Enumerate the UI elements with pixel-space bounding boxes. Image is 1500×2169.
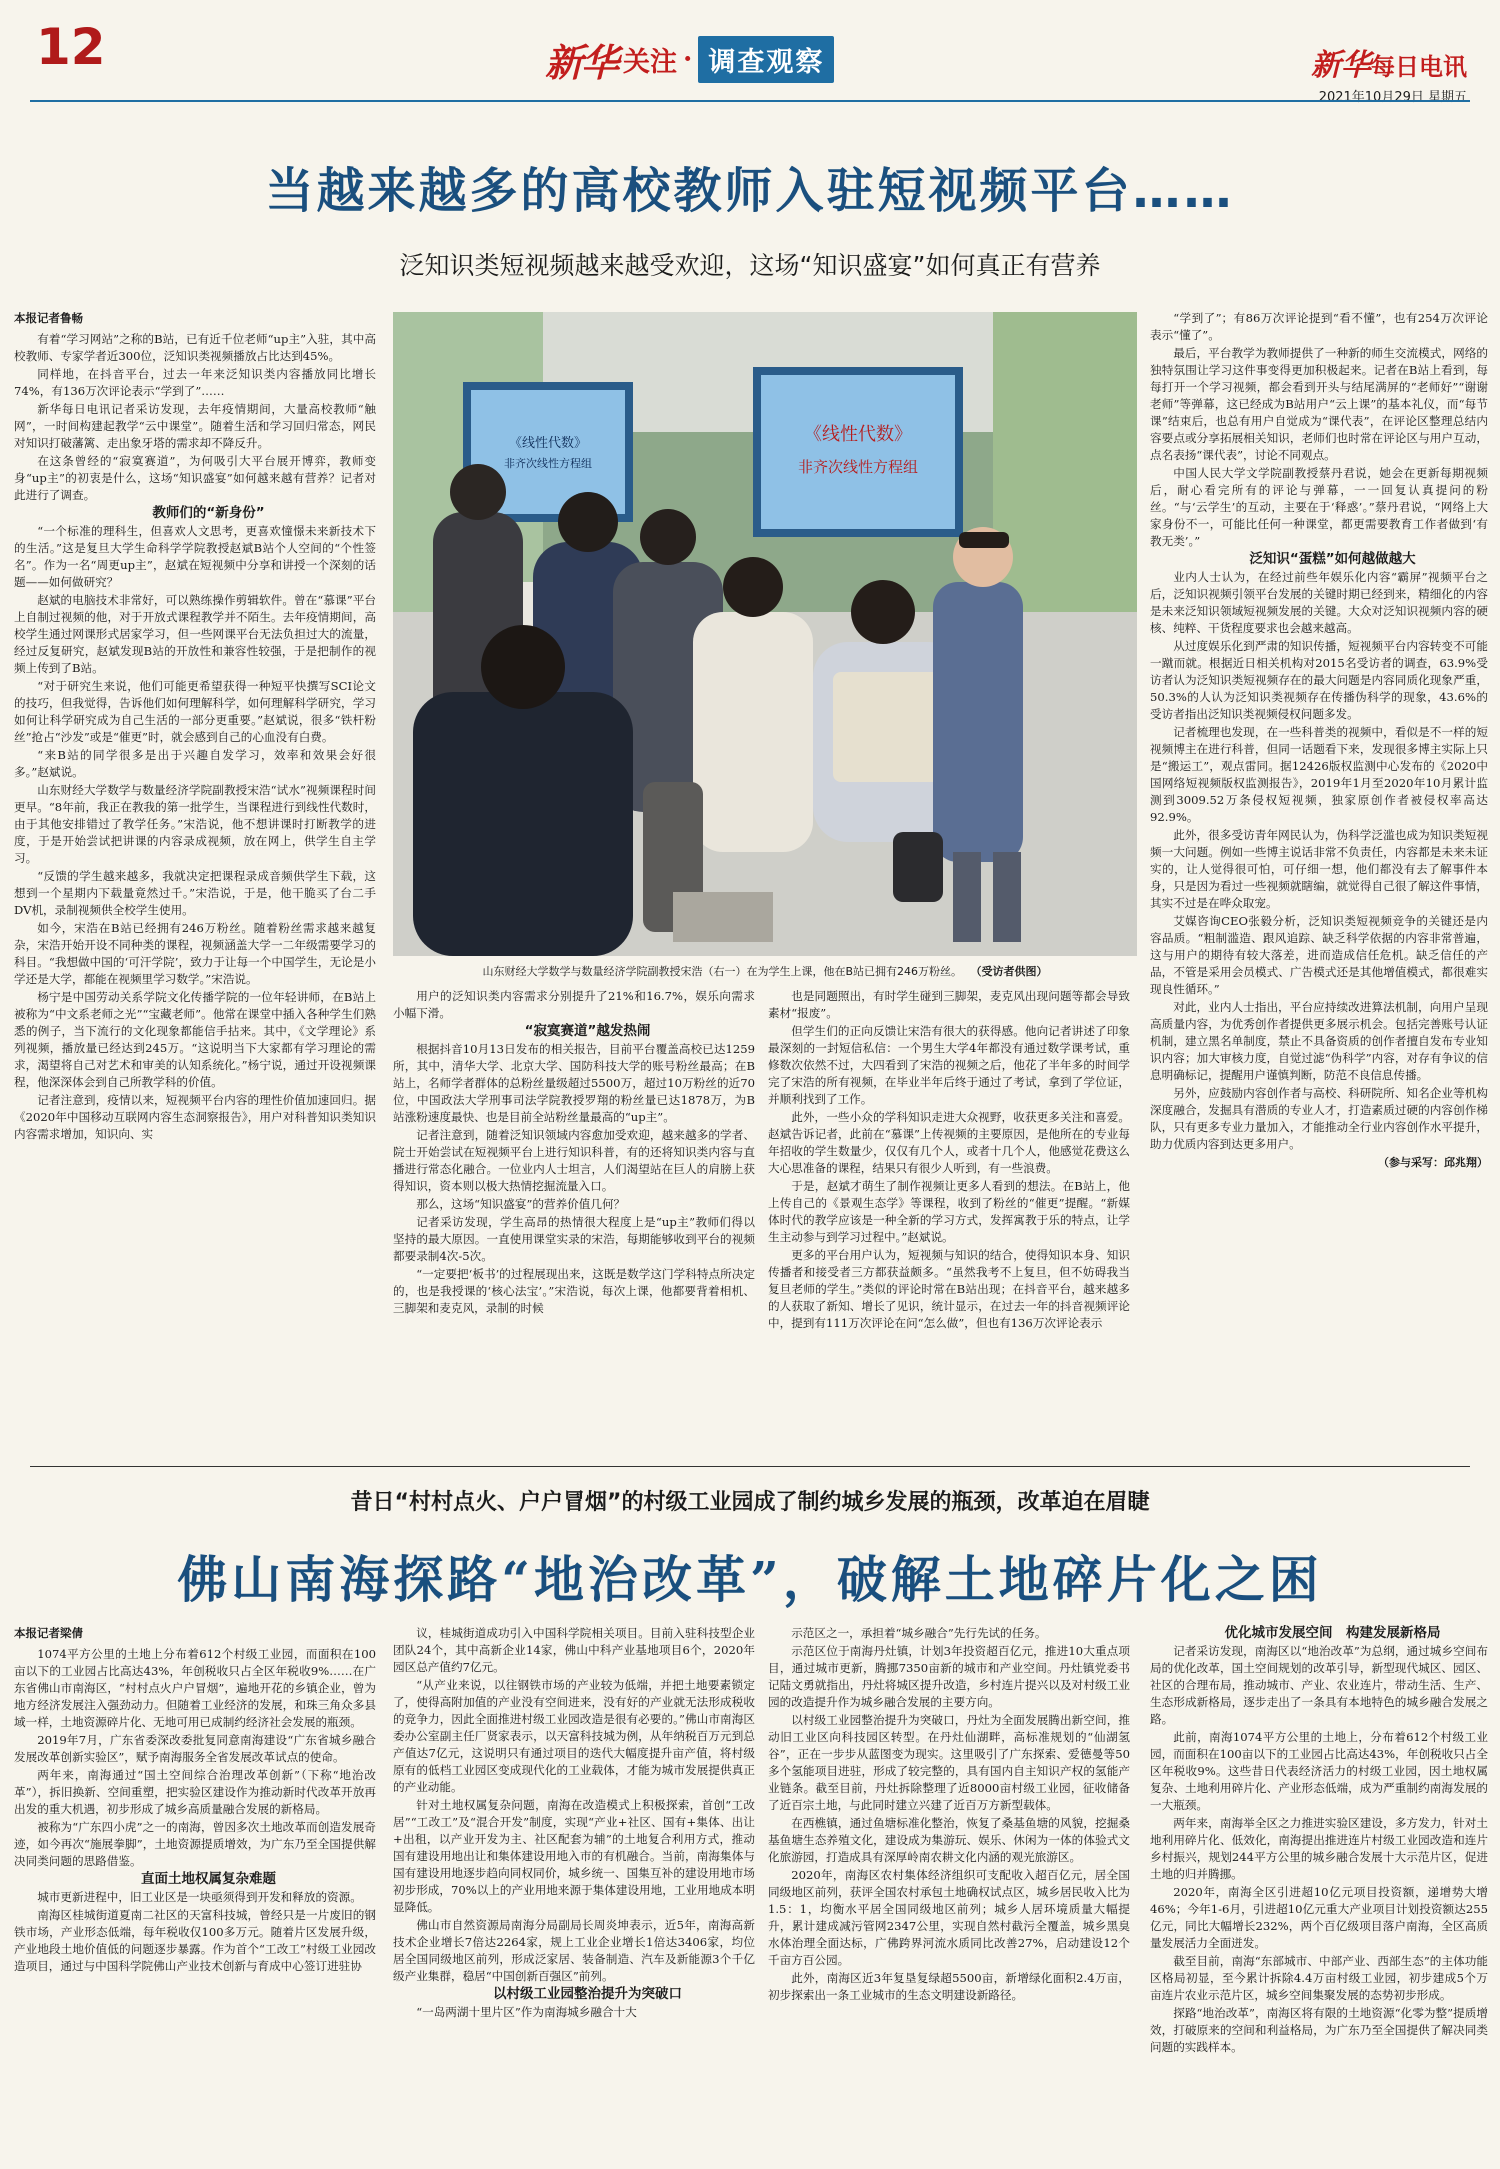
photo-credit: （受访者供图） xyxy=(976,965,1048,978)
article2-subhead-3: 优化城市发展空间 构建发展新格局 xyxy=(1224,1625,1441,1641)
paragraph: 记者采访发现，南海区以“地治改革”为总纲，通过城乡空间布局的优化改革，国土空间规划的改革引导，新型现代城区、园区、社区的合理布局，推动城市、产业、农业连片，带动生活、生产、生态形成新格局，逐步走出了一条具有本地特色的城乡融合发展之路。 xyxy=(1150,1644,1488,1726)
paragraph: 2020年，南海全区引进超10亿元项目投资额，递增势大增46%；今年1-6月，引进超10亿元重大产业项目计划投资额达255亿元，同比大幅增长232%，两个百亿级项目落户南海，全区高质量发展活力全面迸发。 xyxy=(1150,1885,1488,1950)
paragraph: 记者注意到，随着泛知识领域内容愈加受欢迎，越来越多的学者、院士开始尝试在短视频平台上进行知识科普，有的还将知识类内容与直播进行常态化融合。一位业内人士坦言，人们渴望站在巨人的肩膀上获得知识，资本则以极大热情挖掘流量入口。 xyxy=(393,1128,755,1193)
paragraph: 城市更新进程中，旧工业区是一块亟须得到开发和释放的资源。 xyxy=(37,1890,362,1904)
paragraph: 最后，平台教学为教师提供了一种新的师生交流模式，网络的独特氛围让学习这件事变得更加积极起来。记者在B站上看到，每每打开一个学习视频，都会看到开头与结尾满屏的“老师好”“谢谢老师”等弹幕，这已经成为B站用户“云上课”的基本礼仪，而“每节课”结束后，也总有用户自觉成为“课代表”，在评论区整理总结内容要点或分享拓展相关知识，老师们也时常在评论区与用户互动，点名表扬“课代表”，讨论不同观点。 xyxy=(1150,346,1488,462)
article1-credit: （参与采写：邱兆翔） xyxy=(1378,1156,1488,1169)
paper-logo: 新华 xyxy=(1311,48,1371,83)
paragraph: 示范区之一，承担着“城乡融合”先行先试的任务。 xyxy=(791,1626,1047,1640)
article1-subhead-3: 泛知识“蛋糕”如何越做越大 xyxy=(1249,551,1416,567)
paragraph: 议，桂城街道成功引入中国科学院相关项目。目前入驻科技型企业团队24个，其中高新企业14家，佛山中科产业基地项目6个，2020年园区总产值约7亿元。 xyxy=(393,1626,755,1674)
paragraph: 也是同题照出，有时学生碰到三脚架，麦克风出现问题等都会导致素材“报废”。 xyxy=(768,989,1130,1020)
article2-column-1 xyxy=(14,1625,376,2165)
paragraph: 另外，应鼓励内容创作者与高校、科研院所、知名企业等机构深度融合，发掘具有潜质的专业人才，打造素质过硬的内容创作梯队，只有更多专业力量加入，才能推动全行业内容创作水平提升，助力优质内容到达更多用户。 xyxy=(1150,1086,1488,1151)
article2-subhead-1: 直面土地权属复杂难题 xyxy=(141,1871,276,1887)
photo-screen-text-2: 非齐次线性方程组 xyxy=(504,457,592,470)
article2-column-3 xyxy=(768,1625,1130,2165)
paragraph: “学到了”；有86万次评论提到“看不懂”，也有254万次评论表示“懂了”。 xyxy=(1150,311,1488,342)
paragraph: “从产业来说，以往钢铁市场的产业较为低端，并把土地要素锁定了，使得高附加值的产业没有空间进来，没有好的产业就无法形成税收的竞争力，因此全面推进村级工业园改造是很有必要的。”佛山市南海区委办公室副主任厂贤家表示，以天富科技城为例，从年纳税百万元到总产值达7亿元，这说明只有通过项目的迭代大幅度提升亩产值，将村级原有的低档工业园区变成现代化的工业载体，才能为城市发展提供真正的产业动能。 xyxy=(393,1678,755,1794)
paragraph: 截至目前，南海“东部城市、中部产业、西部生态”的主体功能区格局初显，至今累计拆除4.4万亩村级工业园，初步建成5个万亩连片农业示范片区，城乡空间集聚发展的态势初步形成。 xyxy=(1150,1954,1488,2002)
article2-subhead-2: 以村级工业园整治提升为突破口 xyxy=(493,1986,682,2002)
paragraph: 那么，这场“知识盛宴”的营养价值几何？ xyxy=(416,1197,626,1211)
paragraph: 以村级工业园整治提升为突破口，丹灶为全面发展腾出新空间，推动旧工业区向科技园区转型。在丹灶仙湖畔，高标准规划的“仙湖氢谷”，正在一步步从蓝图变为现实。这里吸引了广东探索、爱德曼等50多个氢能项目进驻，形成了较完整的，具有国内自主知识产权的氢能产业链条。截至目前，丹灶拆除整理了近8000亩村级工业园，征收储备了近百宗土地，与此同时建立兴建了近百万方新型载体。 xyxy=(768,1713,1130,1812)
paragraph: 杨宁是中国劳动关系学院文化传播学院的一位年轻讲师，在B站上被称为“中文系老师之光”“宝藏老师”。他常在课堂中插入各种学生们熟悉的例子，当下流行的文化现象都能信手拈来。其中，《文学理论》系列视频，播放量已经达到245万。“这说明当下大家都有学习理论的需求，渴望将自己对艺术和审美的认知系统化。”杨宁说，通过开设视频课程，他深深体会到自己所教学科的价值。 xyxy=(14,990,376,1089)
paragraph: 但学生们的正向反馈让宋浩有很大的获得感。他向记者讲述了印象最深刻的一封短信私信：一个男生大学4年都没有通过数学课考试，重修数次依然不过，大四看到了宋浩的视频之后，他花了半年多的时间学完了宋浩的所有视频，在毕业半年后终于通过了考试，拿到了学位证，并顺利找到了工作。 xyxy=(768,1024,1130,1106)
paragraph: 新华每日电讯记者采访发现，去年疫情期间，大量高校教师“触网”，一时间构建起教学“云中课堂”。随着生活和学习回归常态，网民对知识打破藩篱、走出象牙塔的需求却不降反升。 xyxy=(14,402,376,450)
paragraph: 艾媒咨询CEO张毅分析，泛知识类短视频竞争的关键还是内容品质。“粗制滥造、跟风追踪、缺乏科学依据的内容非常普遍，这与用户的期待有较大落差，进而造成信任危机。缺乏信任的产品，不管是采用会员模式、广告模式还是其他增值模式，都很难实现良性循环。” xyxy=(1150,914,1488,996)
section-divider xyxy=(30,1466,1470,1467)
issue-date: 2021年10月29日 星期五 xyxy=(1318,90,1467,105)
paper-name xyxy=(1311,40,1467,84)
paragraph: 2020年，南海区农村集体经济组织可支配收入超百亿元，居全国同级地区前列，获评全国农村承包土地确权试点区，城乡居民收入比为1.5：1，均衡水平居全国同级地区前列；城乡人居环境质量大幅提升，累计建成减污管网2347公里，实现自然村截污全覆盖，城乡黑臭水体治理全面达标，广佛跨界河流水质同比改善27%，启动建设12个千亩方百公园。 xyxy=(768,1868,1130,1967)
header-divider xyxy=(30,100,1470,102)
photo-screen-text-1: 《线性代数》 xyxy=(508,436,588,451)
article1-column-4 xyxy=(1150,310,1488,1450)
paragraph: “反馈的学生越来越多，我就决定把课程录成音频供学生下载，这想到一个星期内下载量竟然过千。”宋浩说，于是，他干脆买了台二手DV机，录制视频供全校学生使用。 xyxy=(14,869,376,917)
section-label: 关注 xyxy=(623,47,678,78)
paragraph: 更多的平台用户认为，短视频与知识的结合，使得知识本身、知识传播者和接受者三方都获益颇多。“虽然我考不上复旦，但不妨碍我当复旦老师的学生。”类似的评论时常在B站出现；在抖音平台，越来越多的人获取了新知、增长了见识，统计显示，在过去一年的抖音视频评论中，提到有111万次评论在问“怎么做”，但也有136万次评论表示 xyxy=(768,1248,1130,1330)
paragraph: 于是，赵斌才萌生了制作视频让更多人看到的想法。在B站上，他上传自己的《景观生态学》等课程，收到了粉丝的“催更”提醒。“新媒体时代的教学应该是一种全新的学习方式，发挥寓教于乐的特点，让学生主动参与到学习过程中。”赵斌说。 xyxy=(768,1179,1130,1244)
paragraph: 被称为“广东四小虎”之一的南海，曾因多次土地改革而创造发展奇迹，如今再次“施展拳脚”，土地资源提质增效，为广东乃至全国提供解决同类问题的思路借鉴。 xyxy=(14,1820,376,1868)
page-number: 12 xyxy=(36,18,106,76)
paragraph: 探路“地治改革”，南海区将有限的土地资源“化零为整”提质增效，打破原来的空间和利益格局，为广东乃至全国提供了解决同类问题的实践样本。 xyxy=(1150,2006,1488,2054)
paragraph: 此外，一些小众的学科知识走进大众视野，收获更多关注和喜爱。赵斌告诉记者，此前在“慕课”上传视频的主要原因，是他所在的专业每年招收的学生数量少，仅仅有几个人，或者十几个人，他感觉花费这么大心思准备的课程，结果只有很少人听到，有一些浪费。 xyxy=(768,1110,1130,1175)
paragraph: “来B站的同学很多是出于兴趣自发学习，效率和效果会好很多。”赵斌说。 xyxy=(14,748,376,779)
paragraph: 在这条曾经的“寂寞赛道”，为何吸引大平台展开博弈，教师变身“up主”的初衷是什么，这场“知识盛宴”如何越来越有营养？记者对此进行了调查。 xyxy=(14,454,376,502)
paragraph: 此外，南海区近3年复垦复绿超5500亩，新增绿化面积2.4万亩，初步探索出一条工业城市的生态文明建设新路径。 xyxy=(768,1971,1130,2002)
paragraph: 赵斌的电脑技术非常好，可以熟练操作剪辑软件。曾在“慕课”平台上自制过视频的他，对于开放式课程教学并不陌生。去年疫情期间，高校学生通过网课形式居家学习，但一些网课平台无法负担过大的流量，经过反复研究，赵斌发现B站的开放性和兼容性较强，于是把制作的视频上传到了B站。 xyxy=(14,593,376,675)
paragraph: 山东财经大学数学与数量经济学院副教授宋浩“试水”视频课程时间更早。“8年前，我正在教我的第一批学生，当课程进行到线性代数时，由于其他安排错过了教学任务。”宋浩说，他不想讲课时打断教学的进度，于是开始尝试把讲课的内容录成视频，放在网上，供学生自主学习。 xyxy=(14,783,376,865)
paper-title: 每日电讯 xyxy=(1371,53,1467,81)
photo-illustration xyxy=(393,312,1137,956)
paragraph: 同样地，在抖音平台，过去一年来泛知识类内容播放同比增长74%，有136万次评论表示“学到了”…… xyxy=(14,367,376,398)
article1-column-3 xyxy=(768,988,1130,1450)
paragraph: 记者采访发现，学生高昂的热情很大程度上是“up主”教师们得以坚持的最大原因。一直使用课堂实录的宋浩，每期能够收到平台的视频都要录制4次-5次。 xyxy=(393,1215,755,1263)
article1-column-2 xyxy=(393,988,755,1450)
separator-dot: · xyxy=(683,44,693,75)
article2-kicker: 昔日“村村点火、户户冒烟”的村级工业园成了制约城乡发展的瓶颈，改革迫在眉睫 xyxy=(350,1490,1150,1515)
photo-caption xyxy=(393,963,1137,979)
paragraph: 此前，南海1074平方公里的土地上，分布着612个村级工业园，而面积在100亩以下的工业园占比高达43%，年创税收只占全区年税收9%。这些昔日代表经济活力的村级工业园，因土地权属复杂、土地利用碎片化、产业形态低端，成为严重制约南海发展的一大瓶颈。 xyxy=(1150,1730,1488,1812)
article1-headline: 当越来越多的高校教师入驻短视频平台…… xyxy=(265,163,1235,219)
paragraph: 佛山市自然资源局南海分局副局长周炎坤表示，近5年，南海高新技术企业增长7倍达2264家，规上工业企业增长1倍达3406家，均位居全国同级地区前列，形成泛家居、装备制造、汽车及新能源3个千亿级产业集群，稳居“中国创新百强区”前列。 xyxy=(393,1918,755,1983)
paragraph: 针对土地权属复杂问题，南海在改造模式上积极探索，首创“工改居”“工改工”及“混合开发”制度，实现“产业+社区、国有+集体、出让+出租，以产业开发为主、社区配套为辅”的土地复合利用方式，推动国有建设用地出让和集体建设用地入市的有机融合。当前，南海集体与国有建设用地逐步趋向同权同价，城乡统一、国集互补的建设用地市场初步形成，70%以上的产业用地来源于集体建设用地，工业用地成本明显降低。 xyxy=(393,1798,755,1914)
paragraph: 2019年7月，广东省委深改委批复同意南海建设“广东省城乡融合发展改革创新实验区”，赋予南海服务全省发展改革试点的使命。 xyxy=(14,1733,376,1764)
article1-column-1 xyxy=(14,310,376,1450)
article1-subtitle: 泛知识类短视频越来越受欢迎，这场“知识盛宴”如何真正有营养 xyxy=(399,251,1101,280)
article1-subhead-1: 教师们的“新身份” xyxy=(152,505,265,521)
paragraph: 南海区桂城街道夏南二社区的天富科技城，曾经只是一片废旧的钢铁市场，产业形态低端，每年税收仅100多万元。随着片区发展升级，产业地段土地价值低的问题逐步暴露。作为首个“工改工”村级工业园改造项目，通过与中国科学院佛山产业技术创新与育成中心签订进驻协 xyxy=(14,1908,376,1973)
paragraph: 如今，宋浩在B站已经拥有246万粉丝。随着粉丝需求越来越复杂，宋浩开始开设不同种类的课程，视频涵盖大学一二年级需要学习的科目。“我想做中国的‘可汗学院’，致力于让每一个中国学生，无论是小学还是大学，都能在视频里学习数学。”宋浩说。 xyxy=(14,921,376,986)
xinhua-logo: 新华 xyxy=(545,40,618,85)
article2-column-4 xyxy=(1150,1625,1488,2165)
paragraph: “一个标准的理科生，但喜欢人文思考，更喜欢憧憬未来新技术下的生活。”这是复旦大学生命科学学院教授赵斌B站个人空间的“个性签名”。作为一名“周更up主”，赵斌在短视频中分享和讲授一个深刻的话题——如何做研究？ xyxy=(14,524,376,589)
paragraph: 1074平方公里的土地上分布着612个村级工业园，而面积在100亩以下的工业园占比高达43%，年创税收只占全区年税收9%……在广东省佛山市南海区，“村村点火户户冒烟”，遍地开花的乡镇企业，曾为地方经济发展注入强劲动力。但随着工业经济的发展，和珠三角众多县域一样，土地资源碎片化、无地可用已成制约经济社会发展的瓶颈。 xyxy=(14,1647,376,1729)
paragraph: “一岛两湖十里片区”作为南海城乡融合十大 xyxy=(416,2005,637,2019)
paragraph: 有着“学习网站”之称的B站，已有近千位老师“up主”入驻，其中高校教师、专家学者近300位，泛知识类视频播放占比达到45%。 xyxy=(14,332,376,363)
paragraph: 根据抖音10月13日发布的相关报告，目前平台覆盖高校已达1259所，其中，清华大学、北京大学、国防科技大学的账号粉丝最高；在B站上，名师学者群体的总粉丝量级超过5500万，超过10万粉丝的近70位，中国政法大学刑事司法学院教授罗翔的粉丝量已达1878万，为B站涨粉速度最快、也是目前全站粉丝量最高的“up主”。 xyxy=(393,1042,755,1124)
article1-subhead-2: “寂寞赛道”越发热闹 xyxy=(524,1023,651,1039)
article2-byline: 本报记者梁倩 xyxy=(14,1626,83,1640)
paragraph: 两年来，南海通过“国土空间综合治理改革创新”（下称“地治改革”），拆旧换新、空间重塑，把实验区建设作为推动新时代改革开放再出发的重大机遇，初步形成了城乡高质量融合发展的新格局。 xyxy=(14,1768,376,1816)
column-name: 调查观察 xyxy=(698,36,834,83)
classroom-photo xyxy=(393,312,1137,956)
article1-byline: 本报记者鲁畅 xyxy=(14,311,83,325)
paragraph: 记者注意到，疫情以来，短视频平台内容的理性价值加速回归。据《2020年中国移动互联网内容生态洞察报告》，用户对科普知识类知识内容需求增加，知识向、实 xyxy=(14,1093,376,1141)
section-brand xyxy=(545,32,834,87)
paragraph: 从过度娱乐化到严肃的知识传播，短视频平台内容转变不可能一蹴而就。根据近日相关机构对2015名受访者的调查，63.9%受访者认为泛知识类短视频存在的最大问题是内容同质化现象严重，50.3%的人认为泛知识类视频存在传播伪科学的现象，43.6%的受访者指出泛知识类视频侵权问题多发。 xyxy=(1150,639,1488,721)
photo-screen-text-3: 《线性代数》 xyxy=(804,424,912,445)
paragraph: 在西樵镇，通过鱼塘标准化整治，恢复了桑基鱼塘的风貌，挖掘桑基鱼塘生态养殖文化，建设成为集游玩、娱乐、休闲为一体的体验式文化旅游园，打造成具有深厚岭南农耕文化内涵的观光旅游区。 xyxy=(768,1816,1130,1864)
photo-screen-text-4: 非齐次线性方程组 xyxy=(797,458,919,476)
paper-block xyxy=(1311,40,1467,105)
paragraph: 两年来，南海举全区之力推进实验区建设，多方发力，针对土地利用碎片化、低效化，南海提出推进连片村级工业园改造和连片乡村振兴，规划244平方公里的城乡融合发展十大示范片区，促进土地的归并腾挪。 xyxy=(1150,1816,1488,1881)
article2-column-2 xyxy=(393,1625,755,2165)
paragraph: “对于研究生来说，他们可能更希望获得一种短平快撰写SCI论文的技巧，但我觉得，告诉他们如何理解科学，如何理解科学研究，学习如何让科学研究成为自己生活的一部分更重要。”赵斌说，很多“铁杆粉丝”抢占“沙发”或是“催更”时，就会感到自己的心血没有白费。 xyxy=(14,679,376,744)
paragraph: 此外，很多受访青年网民认为，伪科学泛滥也成为知识类短视频一大问题。例如一些博主说话非常不负责任，内容都是未来未证实的，让人觉得很可怕，可仔细一想，他们都没有去了解事件本身，只是因为看过一些视频就瞎编，就觉得自己很了解这件事情，其实不过是在哗众取宠。 xyxy=(1150,828,1488,910)
photo-caption-text: 山东财经大学数学与数量经济学院副教授宋浩（右一）在为学生上课，他在B站已拥有246万粉丝。 xyxy=(482,965,963,978)
paragraph: 业内人士认为，在经过前些年娱乐化内容“霸屏”视频平台之后，泛知识视频引领平台发展的关键时期已经到来，精细化的内容是未来泛知识领域短视频发展的关键。大众对泛知识视频内容的硬核、纯粹、干货程度要求也会越来越高。 xyxy=(1150,570,1488,635)
paragraph: 用户的泛知识类内容需求分别提升了21%和16.7%，娱乐向需求小幅下滑。 xyxy=(393,989,755,1020)
article2-headline: 佛山南海探路“地治改革”，破解土地碎片化之困 xyxy=(177,1550,1323,1609)
paragraph: 示范区位于南海丹灶镇，计划3年投资超百亿元，推进10大重点项目，通过城市更新，腾挪7350亩新的城市和产业空间。丹灶镇党委书记陆文勇就指出，丹灶将城区提升改造，乡村连片提兴以及对村级工业园的改造提升作为城乡融合发展的主要方向。 xyxy=(768,1644,1130,1709)
paragraph: 中国人民大学文学院副教授蔡丹君说，她会在更新每期视频后，耐心看完所有的评论与弹幕，一一回复认真提问的粉丝。“与‘云学生’的互动，主要在于‘释惑’。”蔡丹君说，“网络上大家身份不一，可能比任何一种课堂，都更需要教育工作者做到‘有教无类’。” xyxy=(1150,466,1488,548)
paragraph: 对此，业内人士指出，平台应持续改进算法机制，向用户呈现高质量内容，为优秀创作者提供更多展示机会。包括完善账号认证机制，建立黑名单制度，禁止不具备资质的创作者擅自发布专业知识内容；加大审核力度，自觉过滤“伪科学”内容，对存有争议的信息明确标记，提醒用户谨慎判断，防范不良信息传播。 xyxy=(1150,1000,1488,1082)
paragraph: “一定要把‘板书’的过程展现出来，这既是数学这门学科特点所决定的，也是我授课的‘核心法宝’。”宋浩说，每次上课，他都要背着相机、三脚架和麦克风，录制的时候 xyxy=(393,1267,755,1315)
paragraph: 记者梳理也发现，在一些科普类的视频中，看似是不一样的短视频博主在进行科普，但同一话题看下来，发现很多博主实际上只是“搬运工”，观点雷同。据12426版权监测中心发布的《2020中国网络短视频版权监测报告》，2019年1月至2020年10月累计监测到3009.52万条侵权短视频，独家原创作者被侵权率高达92.9%。 xyxy=(1150,725,1488,824)
